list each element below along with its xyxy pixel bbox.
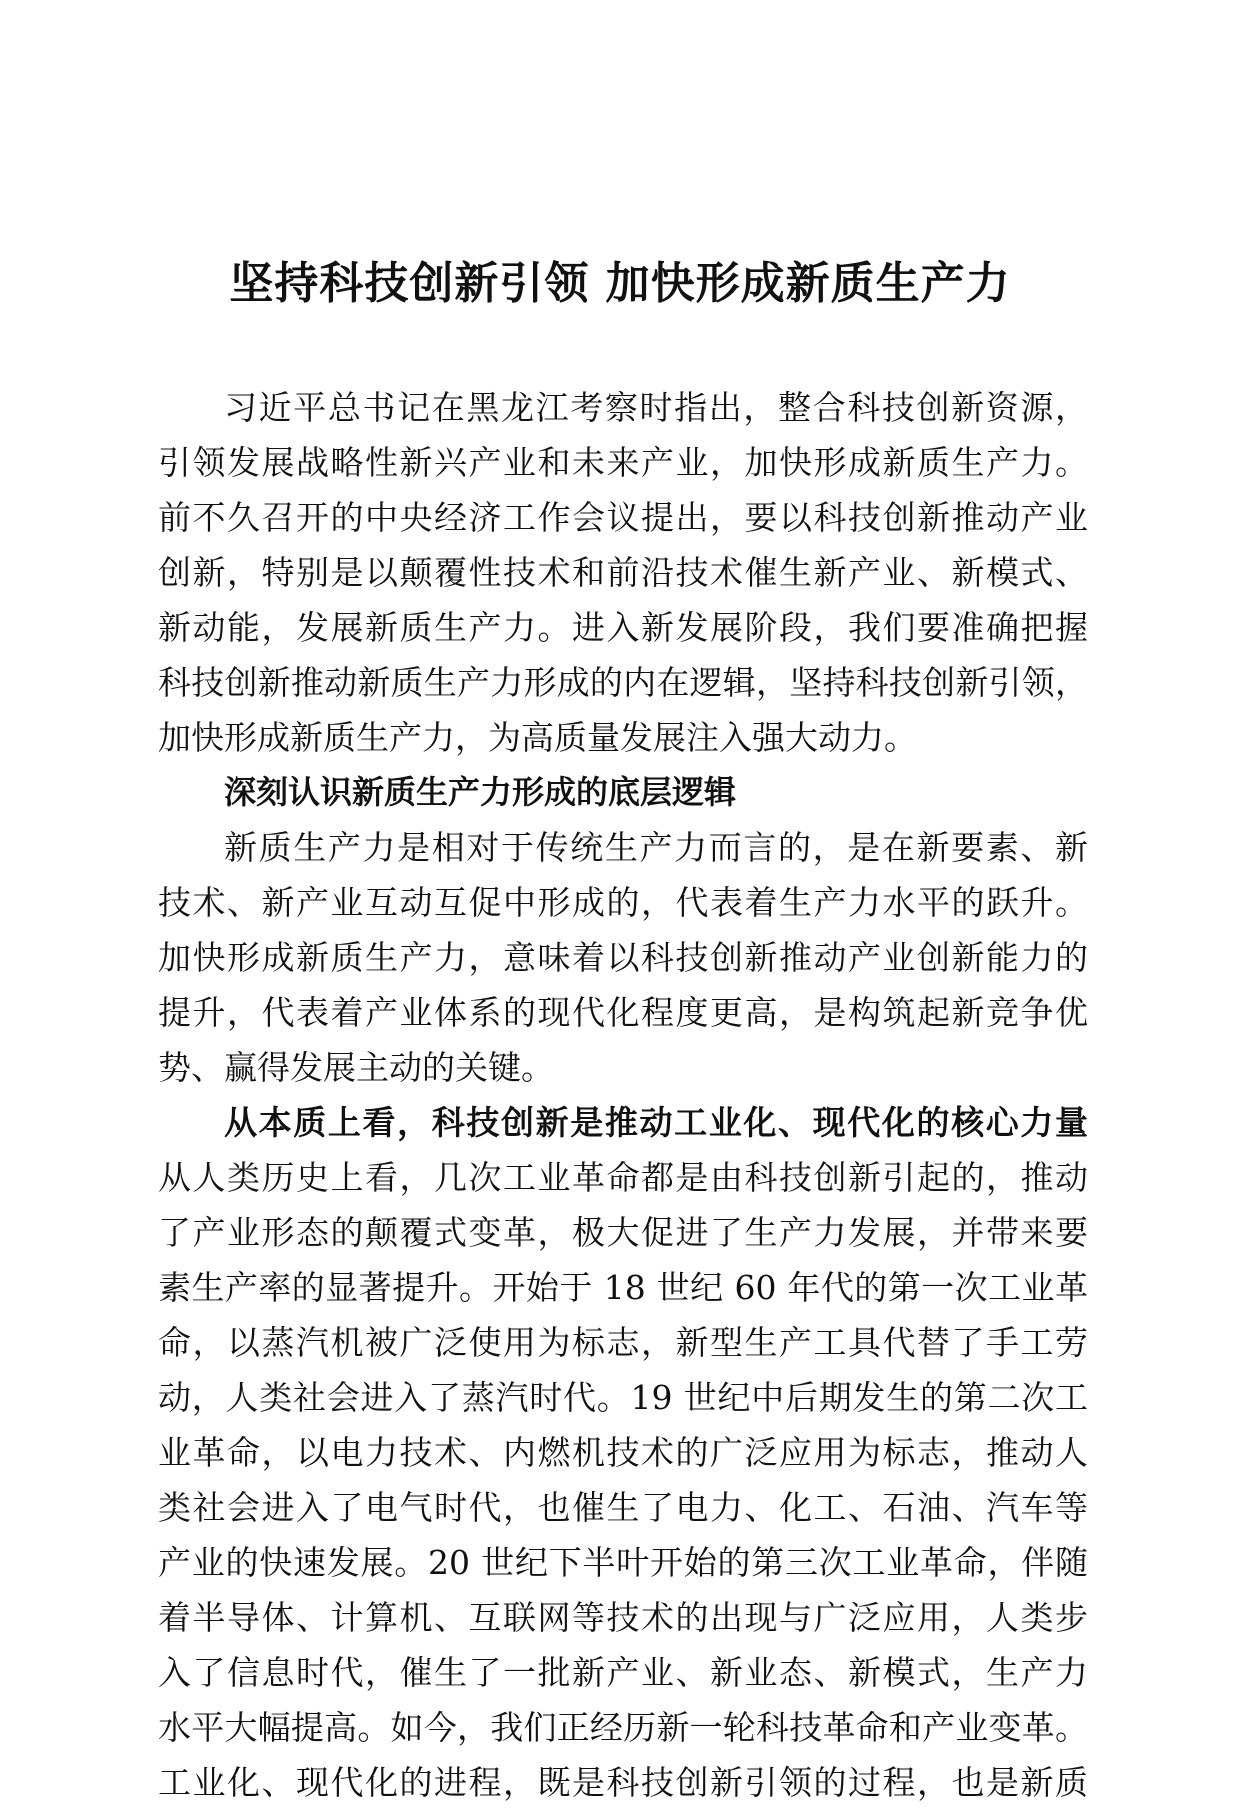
paragraph-line: 着半导体、计算机、互联网等技术的出现与广泛应用，人类步 xyxy=(158,1598,1088,1637)
paragraph-intro xyxy=(158,380,1088,765)
paragraph-line: 动，人类社会进入了蒸汽时代。19 世纪中后期发生的第二次工 xyxy=(158,1378,1088,1417)
paragraph-line: 工业化、现代化的进程，既是科技创新引领的过程，也是新质 xyxy=(158,1763,1088,1802)
section-heading: 深刻认识新质生产力形成的底层逻辑 xyxy=(224,773,737,811)
paragraph-line: 习近平总书记在黑龙江考察时指出，整合科技创新资源， xyxy=(224,388,1088,427)
paragraph-line: 新动能，发展新质生产力。进入新发展阶段，我们要准确把握 xyxy=(158,608,1088,647)
paragraph-line: 势、赢得发展主动的关键。 xyxy=(158,1048,554,1087)
paragraph-line: 产业的快速发展。20 世纪下半叶开始的第三次工业革命，伴随 xyxy=(158,1543,1088,1582)
paragraph-line: 科技创新推动新质生产力形成的内在逻辑，坚持科技创新引领， xyxy=(158,663,1088,702)
paragraph-line: 水平大幅提高。如今，我们正经历新一轮科技革命和产业变革。 xyxy=(158,1708,1088,1747)
paragraph-line: 引领发展战略性新兴产业和未来产业，加快形成新质生产力。 xyxy=(158,443,1088,482)
paragraph-line: 类社会进入了电气时代，也催生了电力、化工、石油、汽车等 xyxy=(158,1488,1088,1527)
paragraph-history xyxy=(158,1095,1088,1810)
paragraph-line: 业革命，以电力技术、内燃机技术的广泛应用为标志，推动人 xyxy=(158,1433,1088,1472)
paragraph-definition xyxy=(158,820,1088,1095)
paragraph-line: 入了信息时代，催生了一批新产业、新业态、新模式，生产力 xyxy=(158,1653,1088,1692)
document-title: 坚持科技创新引领 加快形成新质生产力 xyxy=(229,258,1011,309)
paragraph-line: 命，以蒸汽机被广泛使用为标志，新型生产工具代替了手工劳 xyxy=(158,1323,1088,1362)
document-body xyxy=(158,380,1088,1810)
paragraph-line: 加快形成新质生产力，意味着以科技创新推动产业创新能力的 xyxy=(158,938,1088,977)
paragraph-line: 了产业形态的颠覆式变革，极大促进了生产力发展，并带来要 xyxy=(158,1213,1088,1252)
paragraph-line: 从人类历史上看，几次工业革命都是由科技创新引起的，推动 xyxy=(158,1158,1088,1197)
paragraph-line: 加快形成新质生产力，为高质量发展注入强大动力。 xyxy=(158,718,917,757)
paragraph-line: 新质生产力是相对于传统生产力而言的，是在新要素、新 xyxy=(224,828,1088,867)
paragraph-line: 前不久召开的中央经济工作会议提出，要以科技创新推动产业 xyxy=(158,498,1088,537)
paragraph-line: 创新，特别是以颠覆性技术和前沿技术催生新产业、新模式、 xyxy=(158,553,1088,592)
paragraph-line: 技术、新产业互动互促中形成的，代表着生产力水平的跃升。 xyxy=(158,883,1088,922)
paragraph-line: 素生产率的显著提升。开始于 18 世纪 60 年代的第一次工业革 xyxy=(158,1268,1088,1307)
subsection-lead: 从本质上看，科技创新是推动工业化、现代化的核心力量 xyxy=(224,1103,1088,1142)
paragraph-line: 提升，代表着产业体系的现代化程度更高，是构筑起新竞争优 xyxy=(158,993,1088,1032)
